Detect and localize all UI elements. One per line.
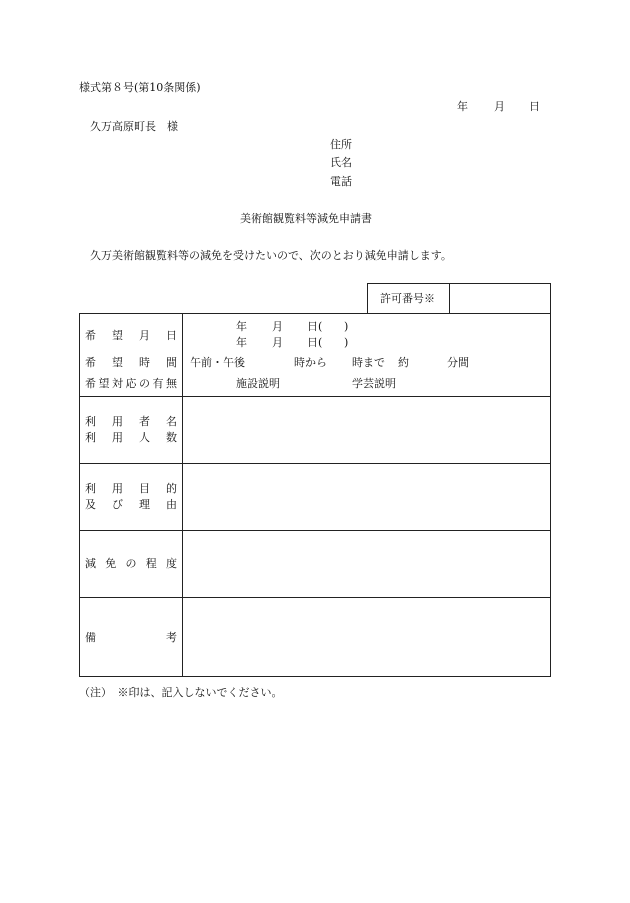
- addressee: 久万高原町長 様: [90, 120, 178, 133]
- date-year-label: 年: [457, 100, 468, 113]
- date2-year: 年: [236, 336, 247, 349]
- phone-label: 電話: [330, 175, 352, 188]
- time-from: 時から: [294, 356, 327, 369]
- time-about: 約: [398, 356, 409, 369]
- label-user-name: 利 用 者 名: [85, 415, 177, 428]
- footnote: （注） ※印は、記入しないでください。: [79, 686, 283, 699]
- form-title: 美術館観覧料等減免申請書: [240, 212, 372, 225]
- date2-month: 月: [272, 336, 283, 349]
- time-to: 時まで: [352, 356, 385, 369]
- date-month-label: 月: [494, 100, 505, 113]
- user-field[interactable]: [186, 400, 546, 459]
- date1-month: 月: [272, 320, 283, 333]
- name-label: 氏名: [330, 156, 352, 169]
- remarks-field[interactable]: [186, 601, 546, 672]
- guide-curator: 学芸説明: [352, 377, 396, 390]
- permit-number-field[interactable]: [455, 288, 545, 308]
- label-reduction-degree: 減 免 の 程 度: [85, 557, 177, 570]
- row-divider: [79, 530, 551, 531]
- row-divider: [79, 463, 551, 464]
- label-guidance: 希 望 対 応 の 有 無: [85, 377, 177, 390]
- date1-close: ): [344, 320, 349, 333]
- label-remarks: 備 考: [85, 631, 177, 644]
- date1-day: 日(: [307, 320, 323, 333]
- row-divider: [79, 597, 551, 598]
- label-purpose: 利 用 目 的: [85, 482, 177, 495]
- time-minutes: 分間: [447, 356, 469, 369]
- date2-day: 日(: [307, 336, 323, 349]
- address-label: 住所: [330, 138, 352, 151]
- label-user-count: 利 用 人 数: [85, 431, 177, 444]
- intro-text: 久万美術館観覧料等の減免を受けたいので、次のとおり減免申請します。: [90, 249, 452, 262]
- label-desired-time: 希 望 時 間: [85, 356, 177, 369]
- purpose-field[interactable]: [186, 467, 546, 526]
- time-ampm: 午前・午後: [190, 356, 245, 369]
- date2-close: ): [344, 336, 349, 349]
- permit-divider: [449, 283, 450, 313]
- label-reason: 及 び 理 由: [85, 498, 177, 511]
- form-number: 様式第８号(第10条関係): [79, 81, 201, 94]
- reduction-field[interactable]: [186, 534, 546, 593]
- row-divider: [79, 396, 551, 397]
- label-column-divider: [182, 313, 183, 676]
- date-day-label: 日: [529, 100, 540, 113]
- date1-year: 年: [236, 320, 247, 333]
- permit-number-label: 許可番号※: [380, 292, 435, 305]
- guide-facility: 施設説明: [236, 377, 280, 390]
- label-desired-date: 希 望 月 日: [85, 329, 177, 342]
